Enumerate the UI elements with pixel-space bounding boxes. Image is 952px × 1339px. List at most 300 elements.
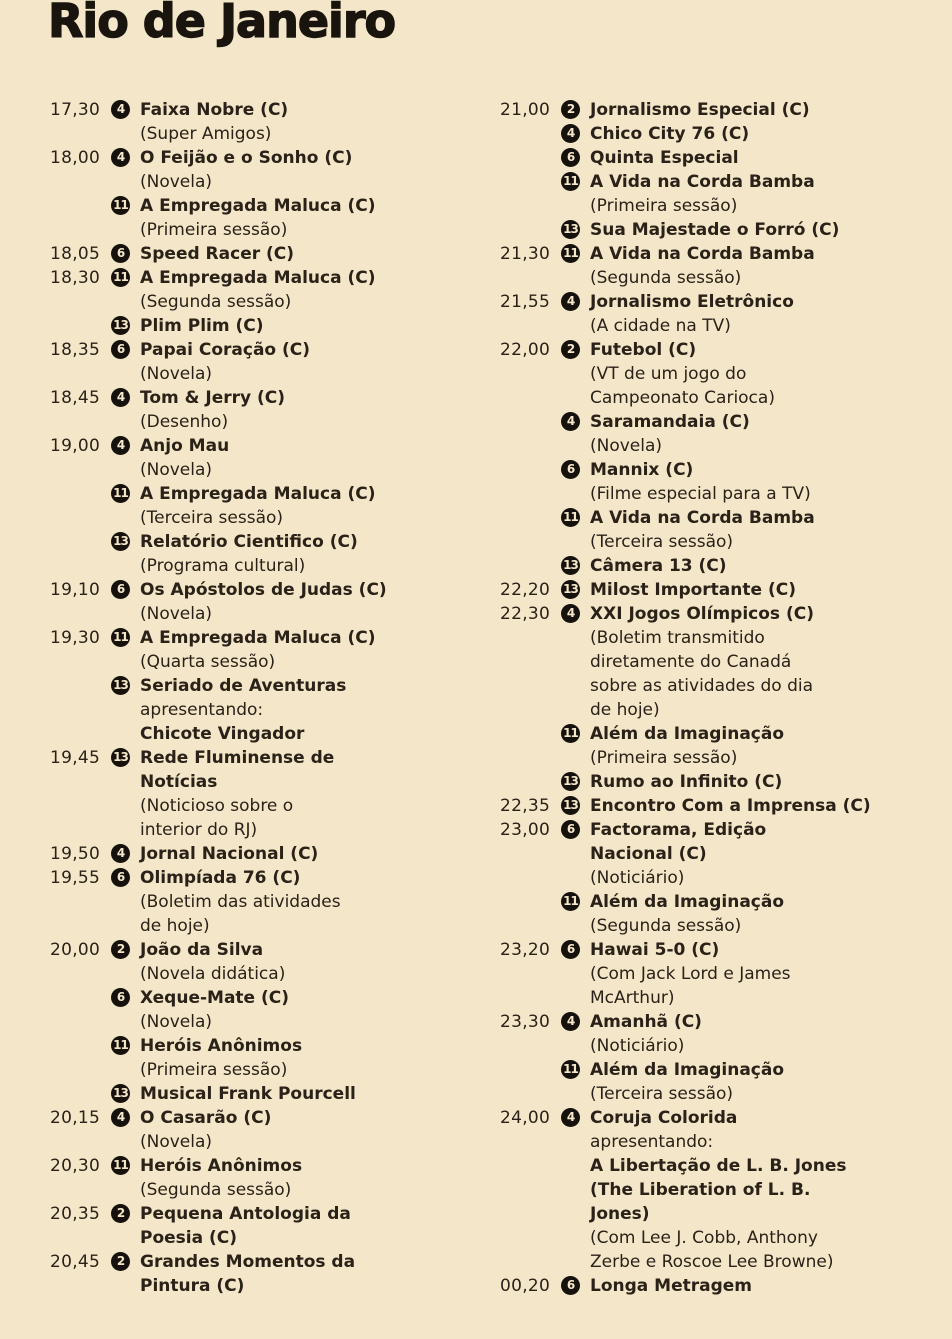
program-name: A Empregada Maluca (C) xyxy=(140,628,376,648)
program-list xyxy=(108,1250,470,1298)
channel-badge-icon: 6 xyxy=(111,580,130,599)
program-note: (Filme especial para a TV) xyxy=(590,484,811,504)
channel-badge-icon: 11 xyxy=(111,628,130,647)
time-label: 21,00 xyxy=(500,100,551,120)
program-name: Amanhã (C) xyxy=(590,1012,702,1032)
time-label: 19,00 xyxy=(50,436,101,456)
program-list xyxy=(558,290,920,338)
program-note: McArthur) xyxy=(590,988,675,1008)
program-text xyxy=(140,746,470,842)
program-name: Olimpíada 76 (C) xyxy=(140,868,301,888)
time-label: 00,20 xyxy=(500,1276,551,1296)
channel-badge-icon: 11 xyxy=(111,1036,130,1055)
program-note: Zerbe e Roscoe Lee Browne) xyxy=(590,1252,834,1272)
channel-badge-icon: 13 xyxy=(111,532,130,551)
program-text xyxy=(590,410,920,458)
program-text xyxy=(590,218,920,242)
program-entry xyxy=(558,290,920,338)
channel-badge-icon: 6 xyxy=(561,1276,580,1295)
time-slot xyxy=(50,146,470,242)
program-text xyxy=(140,1106,470,1154)
time-slot xyxy=(50,938,470,1106)
program-name: XXI Jogos Olímpicos (C) xyxy=(590,604,814,624)
program-entry xyxy=(558,1274,920,1298)
program-list xyxy=(558,338,920,578)
program-note: (Boletim transmitido xyxy=(590,628,765,648)
program-entry xyxy=(108,1106,470,1154)
program-list xyxy=(558,1010,920,1106)
program-name: Além da Imaginação xyxy=(590,724,785,744)
program-entry xyxy=(558,1010,920,1058)
program-note: (Segunda sessão) xyxy=(590,268,742,288)
program-name: Rumo ao Infinito (C) xyxy=(590,772,783,792)
program-note: (Com Jack Lord e James xyxy=(590,964,791,984)
schedule-column-left xyxy=(50,98,470,1298)
time-label: 21,30 xyxy=(500,244,551,264)
program-text xyxy=(140,146,470,194)
time-label: 24,00 xyxy=(500,1108,551,1128)
channel-badge-icon: 11 xyxy=(561,244,580,263)
program-list xyxy=(108,746,470,842)
program-name: Encontro Com a Imprensa (C) xyxy=(590,796,871,816)
program-note: (Noticiário) xyxy=(590,1036,685,1056)
program-name: A Empregada Maluca (C) xyxy=(140,484,376,504)
channel-badge-icon: 13 xyxy=(561,556,580,575)
channel-badge-icon: 4 xyxy=(111,436,130,455)
channel-badge-icon: 13 xyxy=(561,772,580,791)
program-entry xyxy=(108,1250,470,1298)
program-name: Chico City 76 (C) xyxy=(590,124,750,144)
channel-badge-icon: 13 xyxy=(111,748,130,767)
program-entry xyxy=(108,1154,470,1202)
program-note: (Noticiário) xyxy=(590,868,685,888)
program-text xyxy=(140,674,470,746)
program-entry xyxy=(558,98,920,122)
program-entry xyxy=(108,482,470,530)
program-entry xyxy=(558,122,920,146)
program-note: (Segunda sessão) xyxy=(140,292,292,312)
program-name: Relatório Cientifico (C) xyxy=(140,532,358,552)
channel-badge-icon: 11 xyxy=(561,172,580,191)
program-name: A Vida na Corda Bamba xyxy=(590,172,815,192)
channel-badge-icon: 6 xyxy=(561,148,580,167)
channel-badge-icon: 2 xyxy=(561,100,580,119)
program-name: Pequena Antologia da xyxy=(140,1204,351,1224)
program-entry xyxy=(108,338,470,386)
program-entry xyxy=(108,626,470,674)
program-text xyxy=(140,482,470,530)
channel-badge-icon: 11 xyxy=(111,1156,130,1175)
program-text xyxy=(140,1082,470,1106)
program-note: (Terceira sessão) xyxy=(590,1084,734,1104)
time-slot xyxy=(500,242,920,290)
program-note: (Terceira sessão) xyxy=(140,508,284,528)
program-name: Heróis Anônimos xyxy=(140,1036,303,1056)
program-name: Jones) xyxy=(590,1204,650,1224)
program-name: Saramandaia (C) xyxy=(590,412,750,432)
channel-badge-icon: 4 xyxy=(561,1108,580,1127)
program-list xyxy=(108,1106,470,1154)
time-label: 22,00 xyxy=(500,340,551,360)
program-name: Tom & Jerry (C) xyxy=(140,388,286,408)
program-entry xyxy=(558,890,920,938)
time-slot xyxy=(50,1106,470,1154)
time-label: 18,00 xyxy=(50,148,101,168)
program-list xyxy=(108,938,470,1106)
program-entry xyxy=(108,434,470,482)
program-name: Nacional (C) xyxy=(590,844,707,864)
program-text xyxy=(140,626,470,674)
program-entry xyxy=(108,986,470,1034)
program-text xyxy=(140,242,470,266)
program-list xyxy=(108,266,470,338)
time-slot xyxy=(50,746,470,842)
program-text xyxy=(590,290,920,338)
program-name: Jornal Nacional (C) xyxy=(140,844,319,864)
program-note: (Primeira sessão) xyxy=(140,1060,288,1080)
time-label: 19,30 xyxy=(50,628,101,648)
program-entry xyxy=(558,410,920,458)
time-label: 18,35 xyxy=(50,340,101,360)
program-entry xyxy=(108,674,470,746)
time-slot xyxy=(500,290,920,338)
program-text xyxy=(140,266,470,314)
program-list xyxy=(108,434,470,578)
channel-badge-icon: 6 xyxy=(561,820,580,839)
time-label: 19,10 xyxy=(50,580,101,600)
program-name: Seriado de Aventuras xyxy=(140,676,347,696)
page-title: Rio de Janeiro xyxy=(48,0,396,48)
time-slot xyxy=(500,338,920,578)
time-label: 22,35 xyxy=(500,796,551,816)
program-name: Chicote Vingador xyxy=(140,724,305,744)
program-note: (Primeira sessão) xyxy=(140,220,288,240)
program-entry xyxy=(558,506,920,554)
program-note: (Novela) xyxy=(140,364,213,384)
time-label: 22,20 xyxy=(500,580,551,600)
program-name: (The Liberation of L. B. xyxy=(590,1180,811,1200)
program-note: (Segunda sessão) xyxy=(590,916,742,936)
time-label: 18,30 xyxy=(50,268,101,288)
channel-badge-icon: 13 xyxy=(111,1084,130,1103)
time-slot xyxy=(50,266,470,338)
channel-badge-icon: 13 xyxy=(561,580,580,599)
time-label: 23,00 xyxy=(500,820,551,840)
channel-badge-icon: 4 xyxy=(561,412,580,431)
program-name: Além da Imaginação xyxy=(590,1060,785,1080)
program-entry xyxy=(108,1082,470,1106)
program-list xyxy=(558,602,920,794)
program-text xyxy=(140,98,470,146)
program-text xyxy=(140,578,470,626)
program-entry xyxy=(108,1034,470,1082)
program-note: interior do RJ) xyxy=(140,820,258,840)
time-slot xyxy=(50,386,470,434)
time-slot xyxy=(50,842,470,866)
program-text xyxy=(140,866,470,938)
channel-badge-icon: 6 xyxy=(111,868,130,887)
time-label: 18,45 xyxy=(50,388,101,408)
program-note: (Quarta sessão) xyxy=(140,652,276,672)
program-list xyxy=(108,866,470,938)
program-note: apresentando: xyxy=(140,700,264,720)
program-name: Rede Fluminense de xyxy=(140,748,335,768)
program-name: A Vida na Corda Bamba xyxy=(590,244,815,264)
channel-badge-icon: 11 xyxy=(111,196,130,215)
time-label: 18,05 xyxy=(50,244,101,264)
program-entry xyxy=(558,770,920,794)
program-name: A Empregada Maluca (C) xyxy=(140,196,376,216)
program-note: (Primeira sessão) xyxy=(590,748,738,768)
program-note: (Desenho) xyxy=(140,412,229,432)
program-entry xyxy=(558,938,920,1010)
time-label: 21,55 xyxy=(500,292,551,312)
channel-badge-icon: 13 xyxy=(111,316,130,335)
channel-badge-icon: 4 xyxy=(561,292,580,311)
program-text xyxy=(140,986,470,1034)
program-text xyxy=(590,602,920,722)
channel-badge-icon: 4 xyxy=(111,844,130,863)
program-list xyxy=(108,1154,470,1202)
program-name: Speed Racer (C) xyxy=(140,244,295,264)
program-name: Câmera 13 (C) xyxy=(590,556,727,576)
program-text xyxy=(590,818,920,890)
program-list xyxy=(558,818,920,938)
channel-badge-icon: 6 xyxy=(111,340,130,359)
program-list xyxy=(558,1106,920,1274)
program-note: (Primeira sessão) xyxy=(590,196,738,216)
program-text xyxy=(590,554,920,578)
channel-badge-icon: 4 xyxy=(111,100,130,119)
program-note: (Novela) xyxy=(590,436,663,456)
channel-badge-icon: 2 xyxy=(111,1252,130,1271)
program-list xyxy=(108,578,470,626)
program-note: de hoje) xyxy=(590,700,660,720)
time-label: 20,35 xyxy=(50,1204,101,1224)
program-entry xyxy=(108,746,470,842)
program-text xyxy=(590,938,920,1010)
channel-badge-icon: 4 xyxy=(111,1108,130,1127)
time-slot xyxy=(50,578,470,626)
program-name: Hawai 5-0 (C) xyxy=(590,940,720,960)
channel-badge-icon: 2 xyxy=(561,340,580,359)
program-note: (Super Amigos) xyxy=(140,124,272,144)
program-entry xyxy=(558,458,920,506)
time-label: 20,30 xyxy=(50,1156,101,1176)
time-slot xyxy=(50,242,470,266)
program-name: O Feijão e o Sonho (C) xyxy=(140,148,353,168)
program-name: Musical Frank Pourcell xyxy=(140,1084,356,1104)
program-text xyxy=(140,386,470,434)
program-entry xyxy=(108,866,470,938)
time-label: 23,20 xyxy=(500,940,551,960)
program-entry xyxy=(108,386,470,434)
time-slot xyxy=(50,626,470,746)
program-list xyxy=(558,242,920,290)
program-entry xyxy=(558,818,920,890)
program-list xyxy=(108,98,470,146)
program-text xyxy=(590,578,920,602)
program-list xyxy=(108,626,470,746)
channel-badge-icon: 6 xyxy=(561,940,580,959)
program-note: (Programa cultural) xyxy=(140,556,306,576)
program-name: Papai Coração (C) xyxy=(140,340,311,360)
time-label: 19,45 xyxy=(50,748,101,768)
time-label: 23,30 xyxy=(500,1012,551,1032)
program-note: sobre as atividades do dia xyxy=(590,676,814,696)
program-entry xyxy=(558,602,920,722)
program-name: João da Silva xyxy=(140,940,264,960)
channel-badge-icon: 6 xyxy=(111,244,130,263)
program-text xyxy=(140,434,470,482)
program-name: Os Apóstolos de Judas (C) xyxy=(140,580,387,600)
channel-badge-icon: 13 xyxy=(561,796,580,815)
channel-badge-icon: 4 xyxy=(561,1012,580,1031)
program-entry xyxy=(108,194,470,242)
program-name: Sua Majestade o Forró (C) xyxy=(590,220,840,240)
time-slot xyxy=(500,602,920,794)
channel-badge-icon: 11 xyxy=(111,268,130,287)
time-label: 20,00 xyxy=(50,940,101,960)
channel-badge-icon: 4 xyxy=(561,604,580,623)
program-entry xyxy=(108,242,470,266)
program-text xyxy=(590,242,920,290)
time-label: 19,55 xyxy=(50,868,101,888)
program-note: (Novela) xyxy=(140,172,213,192)
program-note: (Novela) xyxy=(140,1132,213,1152)
program-text xyxy=(590,506,920,554)
time-slot xyxy=(500,1106,920,1274)
program-text xyxy=(590,122,920,146)
program-list xyxy=(108,1202,470,1250)
channel-badge-icon: 11 xyxy=(561,892,580,911)
program-name: Grandes Momentos da xyxy=(140,1252,356,1272)
program-entry xyxy=(108,314,470,338)
program-name: Plim Plim (C) xyxy=(140,316,264,336)
program-name: Poesia (C) xyxy=(140,1228,238,1248)
program-note: apresentando: xyxy=(590,1132,714,1152)
program-name: Mannix (C) xyxy=(590,460,694,480)
schedule-column-right xyxy=(500,98,920,1298)
program-text xyxy=(590,146,920,170)
program-text xyxy=(140,338,470,386)
program-note: diretamente do Canadá xyxy=(590,652,792,672)
program-text xyxy=(140,1250,470,1298)
program-text xyxy=(590,98,920,122)
time-label: 20,15 xyxy=(50,1108,101,1128)
program-name: Longa Metragem xyxy=(590,1276,753,1296)
program-note: (A cidade na TV) xyxy=(590,316,731,336)
program-name: A Empregada Maluca (C) xyxy=(140,268,376,288)
program-note: (Boletim das atividades xyxy=(140,892,341,912)
program-entry xyxy=(108,578,470,626)
program-entry xyxy=(558,554,920,578)
program-entry xyxy=(558,146,920,170)
channel-badge-icon: 6 xyxy=(111,988,130,1007)
program-entry xyxy=(558,170,920,218)
channel-badge-icon: 4 xyxy=(111,148,130,167)
program-note: (VT de um jogo do xyxy=(590,364,747,384)
time-slot xyxy=(50,98,470,146)
program-entry xyxy=(108,146,470,194)
program-name: Factorama, Edição xyxy=(590,820,767,840)
program-note: (Novela) xyxy=(140,460,213,480)
program-name: Notícias xyxy=(140,772,218,792)
program-list xyxy=(108,386,470,434)
program-entry xyxy=(558,338,920,410)
program-text xyxy=(590,1106,920,1274)
program-name: Além da Imaginação xyxy=(590,892,785,912)
program-name: A Libertação de L. B. Jones xyxy=(590,1156,847,1176)
time-slot xyxy=(500,98,920,242)
program-list xyxy=(558,578,920,602)
program-text xyxy=(590,722,920,770)
channel-badge-icon: 11 xyxy=(561,508,580,527)
time-slot xyxy=(50,434,470,578)
time-label: 20,45 xyxy=(50,1252,101,1272)
program-text xyxy=(590,794,920,818)
channel-badge-icon: 4 xyxy=(111,388,130,407)
program-text xyxy=(140,1202,470,1250)
program-note: (Com Lee J. Cobb, Anthony xyxy=(590,1228,818,1248)
program-text xyxy=(590,890,920,938)
time-slot xyxy=(50,1250,470,1298)
program-entry xyxy=(558,794,920,818)
program-note: (Terceira sessão) xyxy=(590,532,734,552)
program-note: (Segunda sessão) xyxy=(140,1180,292,1200)
program-entry xyxy=(108,530,470,578)
program-name: Faixa Nobre (C) xyxy=(140,100,289,120)
program-note: (Noticioso sobre o xyxy=(140,796,294,816)
channel-badge-icon: 13 xyxy=(561,220,580,239)
program-note: Campeonato Carioca) xyxy=(590,388,775,408)
program-name: Xeque-Mate (C) xyxy=(140,988,290,1008)
program-entry xyxy=(558,578,920,602)
program-text xyxy=(140,1034,470,1082)
channel-badge-icon: 11 xyxy=(561,724,580,743)
program-text xyxy=(590,458,920,506)
time-label: 22,30 xyxy=(500,604,551,624)
program-text xyxy=(140,842,470,866)
program-text xyxy=(140,1154,470,1202)
time-slot xyxy=(50,1154,470,1202)
channel-badge-icon: 6 xyxy=(561,460,580,479)
program-text xyxy=(590,770,920,794)
time-label: 17,30 xyxy=(50,100,101,120)
program-name: Futebol (C) xyxy=(590,340,697,360)
program-list xyxy=(558,794,920,818)
program-list xyxy=(108,242,470,266)
time-slot xyxy=(50,1202,470,1250)
program-name: Jornalismo Especial (C) xyxy=(590,100,810,120)
program-note: de hoje) xyxy=(140,916,210,936)
channel-badge-icon: 11 xyxy=(561,1060,580,1079)
program-name: O Casarão (C) xyxy=(140,1108,272,1128)
program-text xyxy=(140,530,470,578)
program-text xyxy=(590,1058,920,1106)
program-entry xyxy=(558,1058,920,1106)
program-entry xyxy=(108,266,470,314)
program-entry xyxy=(108,1202,470,1250)
program-text xyxy=(590,170,920,218)
program-text xyxy=(590,1274,920,1298)
program-list xyxy=(108,842,470,866)
program-list xyxy=(108,146,470,242)
program-entry xyxy=(558,218,920,242)
program-name: A Vida na Corda Bamba xyxy=(590,508,815,528)
program-list xyxy=(558,98,920,242)
time-slot xyxy=(500,794,920,818)
